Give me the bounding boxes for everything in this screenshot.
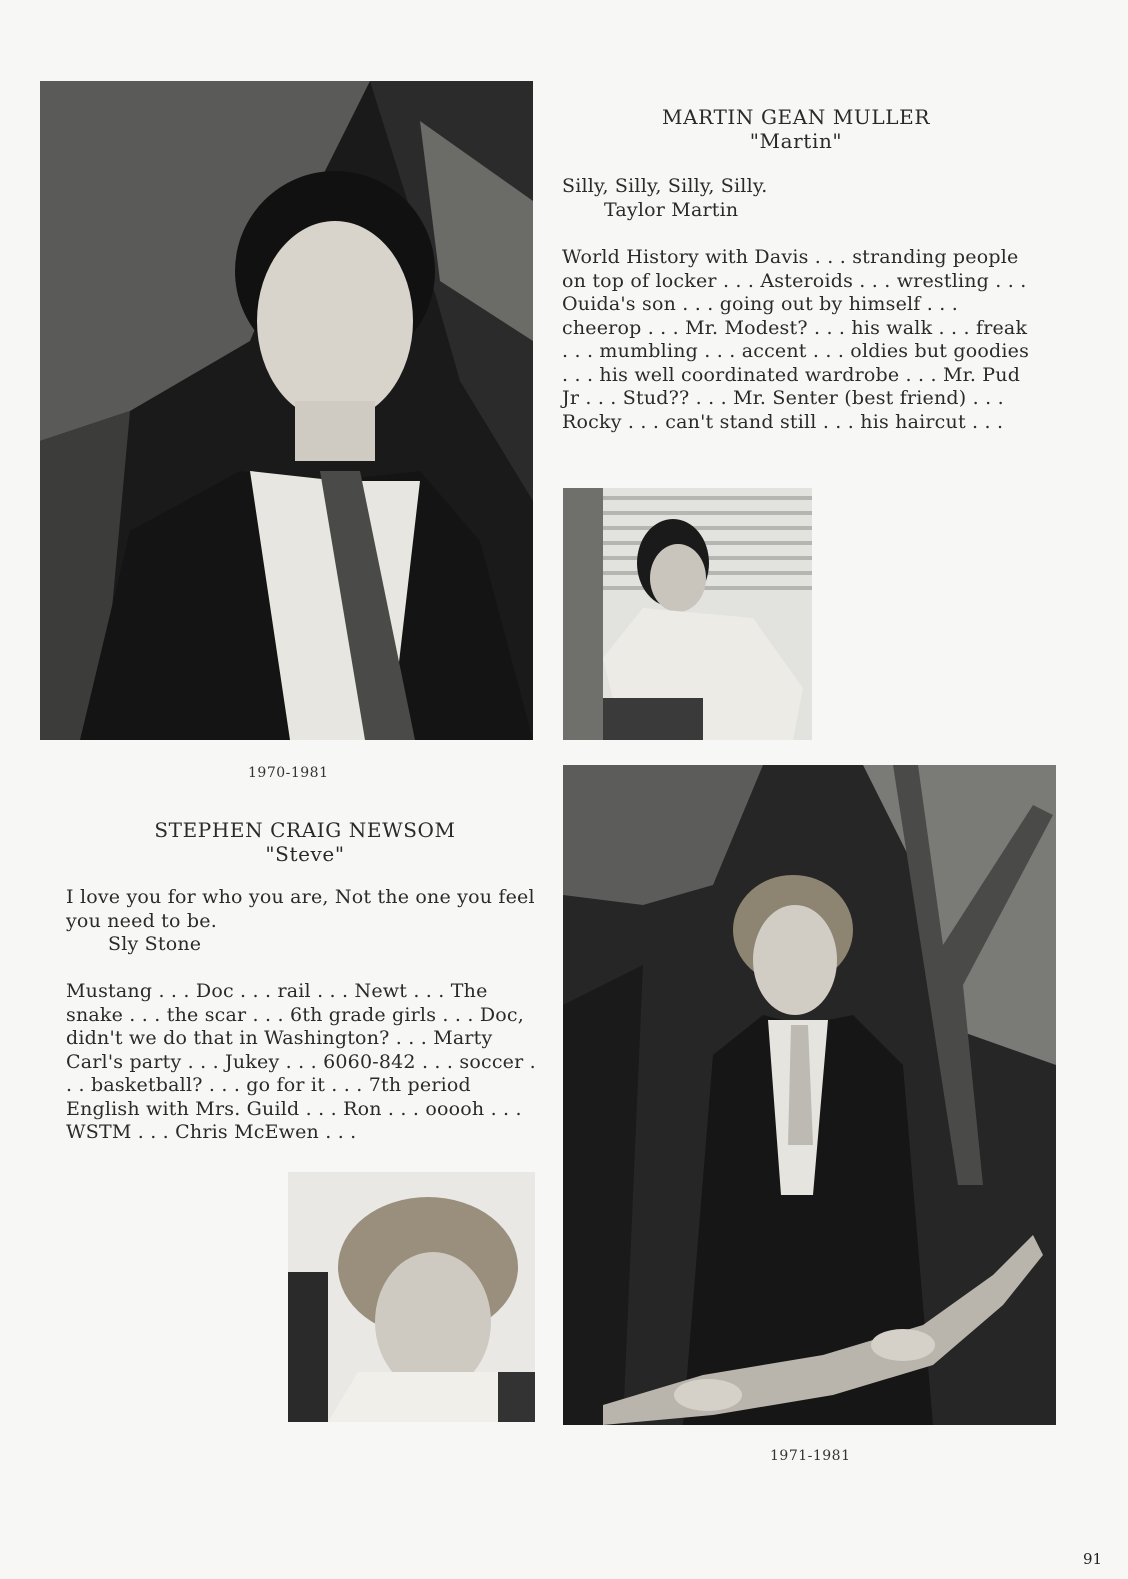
stephen-portrait-photo — [563, 765, 1056, 1425]
martin-quote-author: Taylor Martin — [604, 198, 739, 221]
page-number: 91 — [1083, 1550, 1103, 1568]
stephen-quote: I love you for who you are, Not the one you feel you need to be. — [66, 886, 535, 932]
stephen-memories: Mustang . . . Doc . . . rail . . . Newt . . . The snake . . . the scar . . . 6th grade girls . . . Doc, didn't we do that in Washington? . . . Marty Carl's party . . . Jukey . . . 6060-842 . . . soccer . . . basketball? . . . go for it . . . 7th period English with Mrs. Guild . . . Ron . . . ooooh . . . WSTM . . . Chris McEwen . . . — [66, 980, 536, 1143]
stephen-name — [95, 818, 515, 866]
martin-memories: World History with Davis . . . stranding people on top of locker . . . Asteroids . . . wrestling . . . Ouida's son . . . going out by himself . . . cheerop . . . Mr. Modest? . . . his walk . . . freak . . . mumbling . . . accent . . . oldies but goodies . . . his well coordinated wardrobe . . . Mr. Pud Jr . . . Stud?? . . . Mr. Senter (best friend) . . . Rocky . . . can't stand still . . . his haircut . . . — [562, 246, 1030, 433]
martin-full-name: MARTIN GEAN MULLER — [662, 105, 930, 129]
martin-candid-photo — [563, 488, 812, 740]
martin-quote: Silly, Silly, Silly, Silly. — [562, 175, 768, 197]
martin-quote-block — [562, 175, 1032, 222]
martin-years: 1970-1981 — [248, 765, 329, 781]
stephen-nickname: "Steve" — [265, 842, 345, 866]
stephen-quote-author: Sly Stone — [108, 933, 202, 955]
stephen-full-name: STEPHEN CRAIG NEWSOM — [154, 818, 456, 842]
stephen-candid-photo — [288, 1172, 535, 1422]
martin-name — [586, 105, 1006, 153]
stephen-years: 1971-1981 — [770, 1448, 851, 1464]
stephen-quote-block — [66, 886, 536, 957]
martin-portrait-photo — [40, 81, 533, 740]
martin-nickname: "Martin" — [749, 129, 843, 153]
